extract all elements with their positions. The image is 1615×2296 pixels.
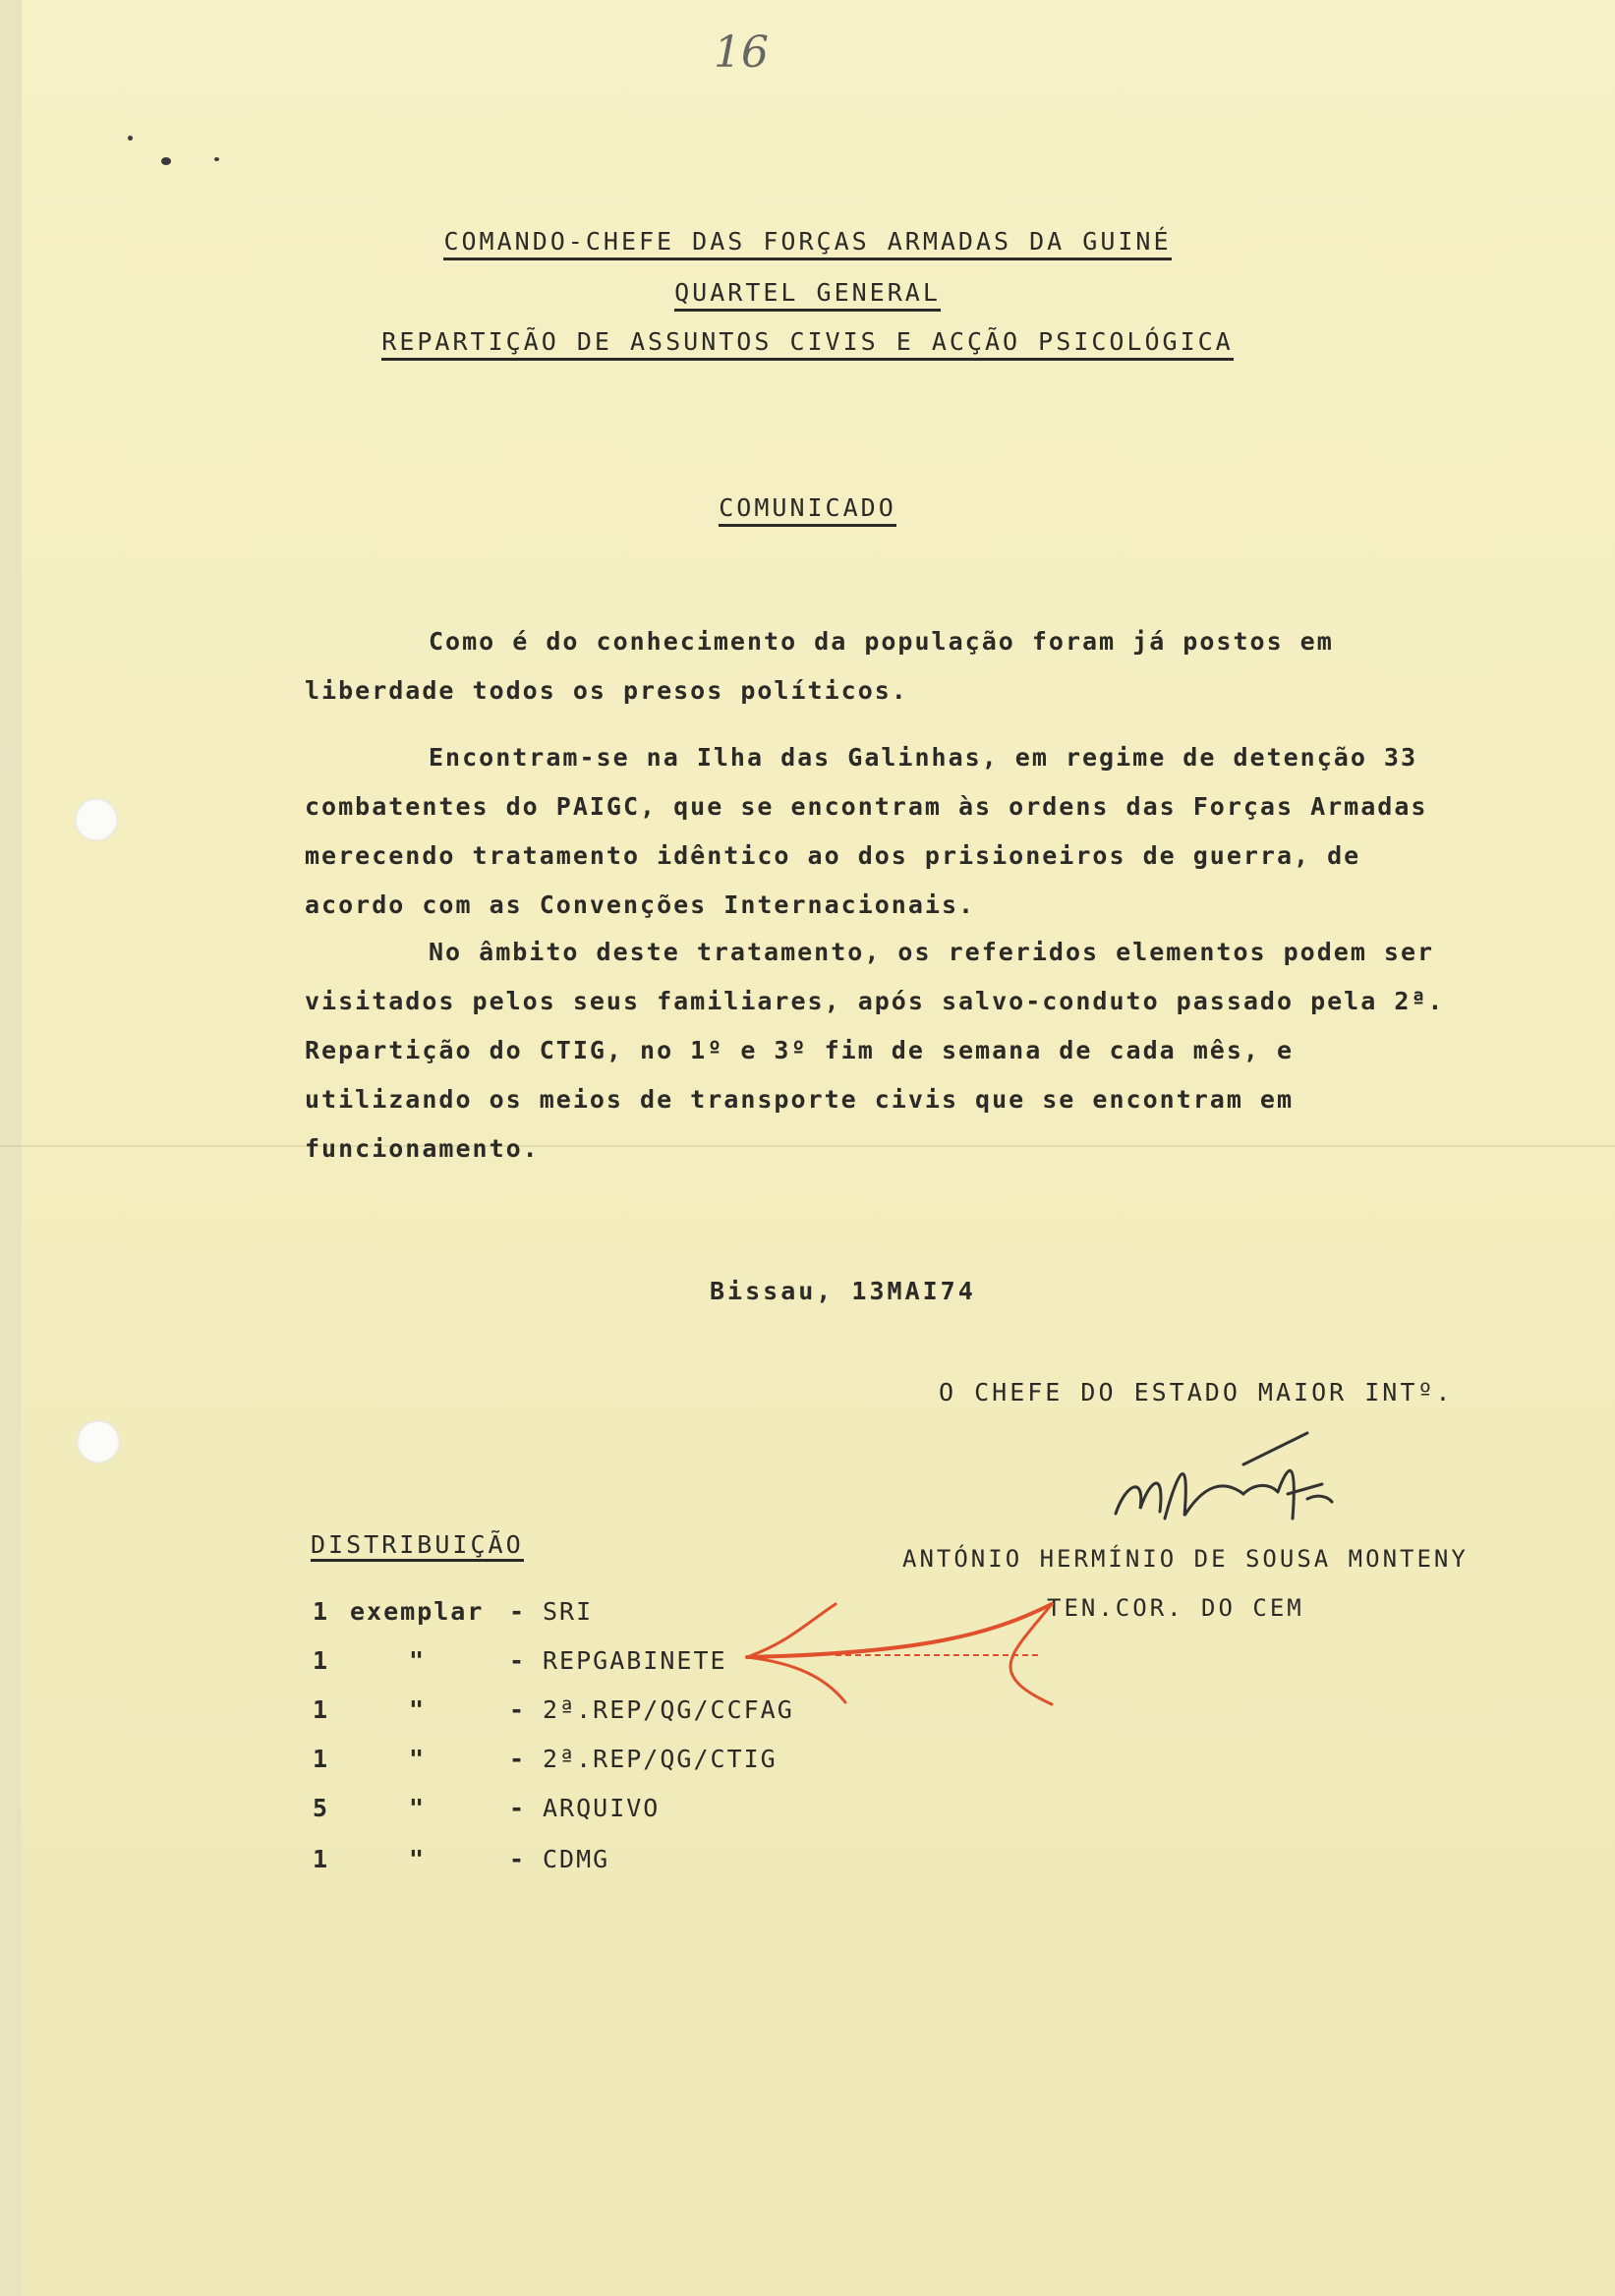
ink-speck <box>161 157 171 165</box>
document-title: COMUNICADO <box>0 494 1615 527</box>
handwritten-page-number: 16 <box>714 28 769 78</box>
signatory-title: O CHEFE DO ESTADO MAIOR INTº. <box>939 1378 1454 1406</box>
ink-speck <box>214 157 219 161</box>
red-annotation-arrow-icon <box>727 1594 1062 1712</box>
ink-speck <box>128 136 133 141</box>
punch-hole <box>77 1420 120 1464</box>
header-line-1: COMANDO-CHEFE DAS FORÇAS ARMADAS DA GUINÉ <box>0 228 1615 260</box>
handwritten-signature <box>1096 1425 1371 1543</box>
body-paragraph-2: Encontram-se na Ilha das Galinhas, em regime de detenção 33 combatentes do PAIGC, que se encontram às ordens das Forças Armadas merecendo tratamento idêntico ao dos prisioneiros de guerra, de acordo com as Convenções Internacionais. <box>305 743 1428 919</box>
header-line-3: REPARTIÇÃO DE ASSUNTOS CIVIS E ACÇÃO PSICOLÓGICA <box>0 328 1615 361</box>
punch-hole <box>75 798 118 841</box>
signatory-rank: TEN.COR. DO CEM <box>1047 1594 1304 1622</box>
body-paragraph-3: No âmbito deste tratamento, os referidos elementos podem ser visitados pelos seus familiares, após salvo-conduto passado pela 2ª. Repartição do CTIG, no 1º e 3º fim de semana de cada mês, e utilizando os meios de transporte civis que se encontram em funcionamento. <box>305 938 1445 1163</box>
signatory-name: ANTÓNIO HERMÍNIO DE SOUSA MONTENY <box>902 1545 1469 1573</box>
distribution-title: DISTRIBUIÇÃO <box>311 1531 524 1562</box>
document-page: 16 COMANDO-CHEFE DAS FORÇAS ARMADAS DA GUINÉ QUARTEL GENERAL REPARTIÇÃO DE ASSUNTOS CIVIS E ACÇÃO PSICOLÓGICA COMUNICADO Como é do conhecimento da população foram já postos em liberdade todos os presos políticos. Encontram-se na Ilha das Galinhas, em regime de detenção 33 combatentes do PAIGC, que se encontram às ordens das Forças Armadas merecendo tratamento idêntico ao dos prisioneiros de guerra, de acordo com as Convenções Internacionais. No âmbito deste tratamento, os referidos elementos podem ser visitados pelos seus familiares, após salvo-conduto passado pela 2ª. Repartição do CTIG, no 1º e 3º fim de semana de cada mês, e utilizando os meios de transporte civis que se encontram em funcionamento. Bissau, 13MAI74 O CHEFE DO ESTADO MAIOR INTº. ANTÓNIO HERMÍNIO DE SOUSA MONTENY TEN.COR. DO CEM DISTRIBUIÇÃO 1 exemplar - SRI 1 " - REPGABINETE 1 " - 2ª.REP/QG/CCFAG 1 " - 2ª.REP/QG/CTIG 5 " - ARQUIVO 1 " - CDMG <box>0 0 1615 2296</box>
body-paragraph-1: Como é do conhecimento da população foram já postos em liberdade todos os presos políticos. <box>305 627 1334 705</box>
header-line-2: QUARTEL GENERAL <box>0 279 1615 312</box>
place-and-date: Bissau, 13MAI74 <box>710 1277 976 1305</box>
